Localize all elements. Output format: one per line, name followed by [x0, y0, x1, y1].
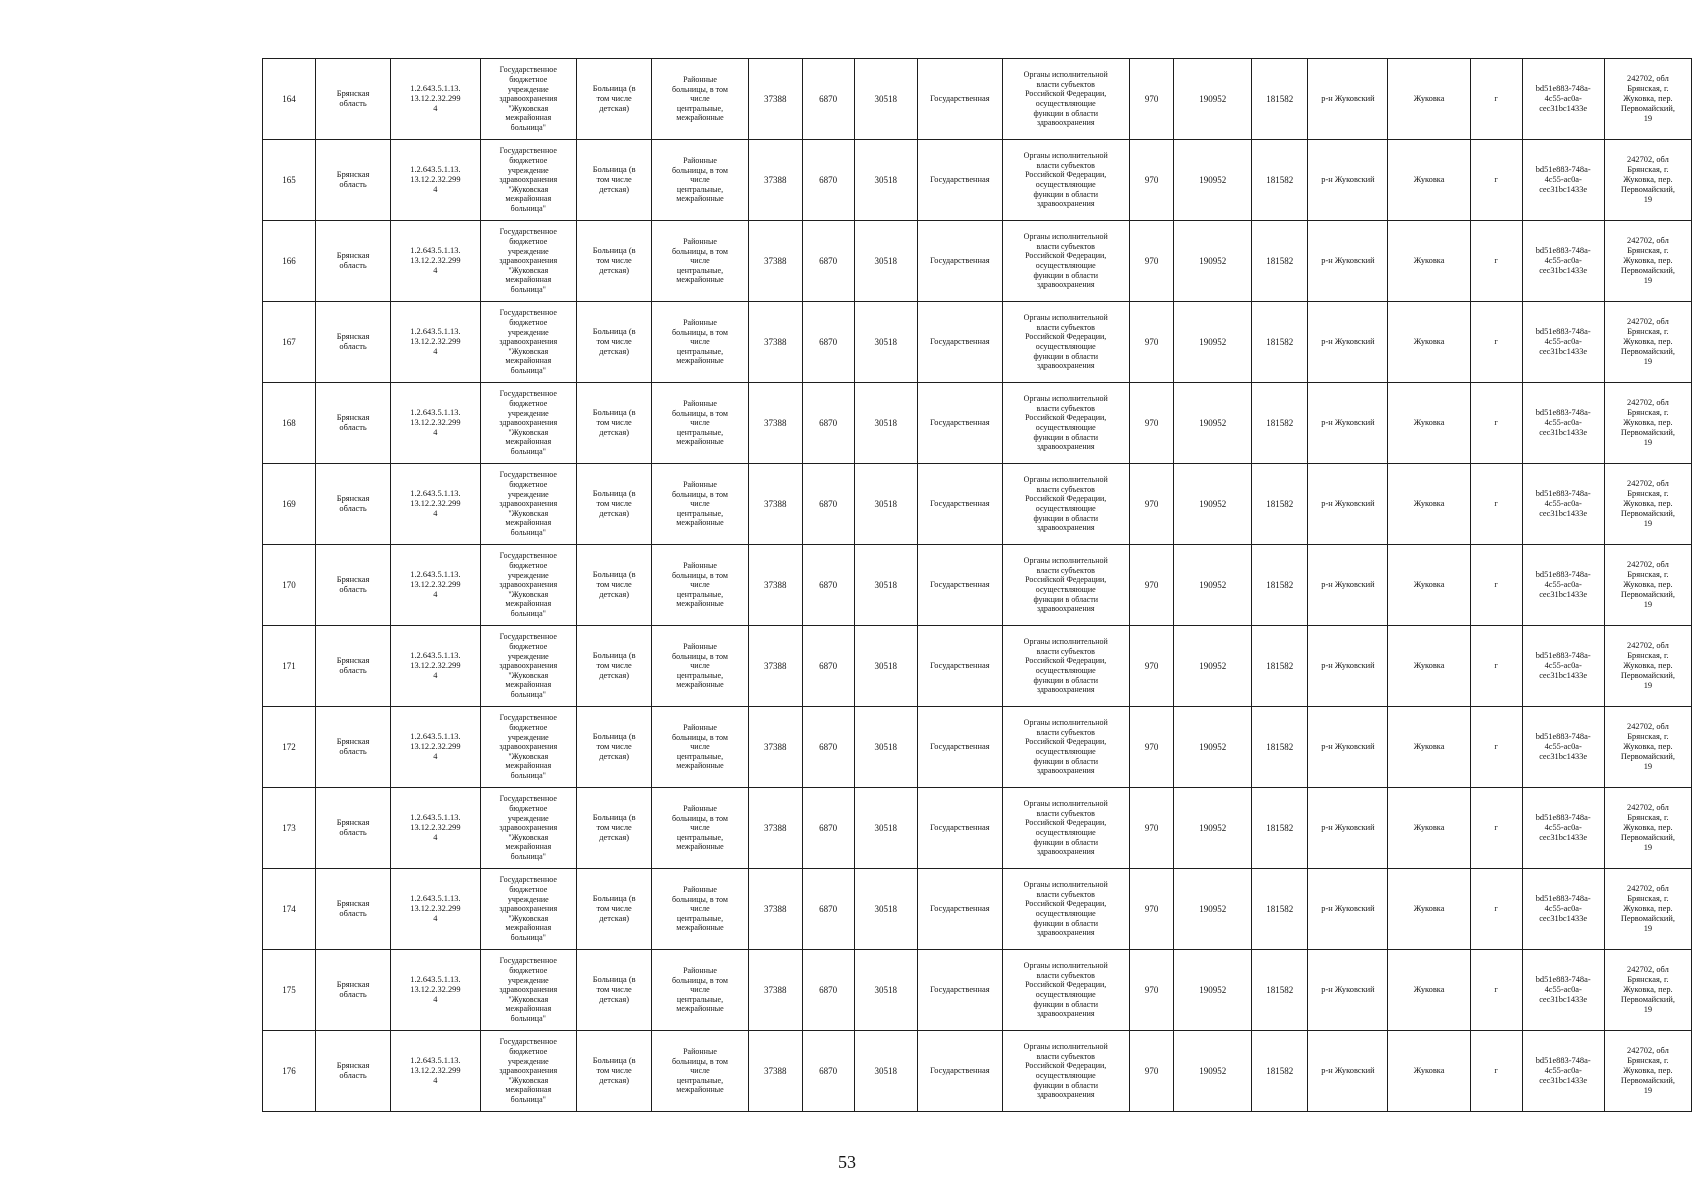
cell-founder-authority: Органы исполнительной власти субъектов Российской Федерации, осуществляющие функции в области здравоохранения: [1002, 59, 1129, 140]
cell-address: 242702, обл Брянская, г. Жуковка, пер. Первомайский, 19: [1604, 383, 1691, 464]
cell-value-6: 181582: [1252, 626, 1308, 707]
cell-value-2: 6870: [802, 464, 854, 545]
cell-region: Брянская область: [315, 788, 390, 869]
cell-value-2: 6870: [802, 545, 854, 626]
cell-fias-guid: bd51e883-748a- 4c55-ac0a- cec31bc1433e: [1522, 302, 1604, 383]
cell-value-2: 6870: [802, 59, 854, 140]
cell-fias-guid: bd51e883-748a- 4c55-ac0a- cec31bc1433e: [1522, 869, 1604, 950]
cell-organization-name: Государственное бюджетное учреждение здравоохранения "Жуковская межрайонная больница": [480, 1031, 576, 1112]
table-body: [263, 59, 1692, 1112]
cell-value-6: 181582: [1252, 788, 1308, 869]
cell-value-4: 970: [1129, 626, 1174, 707]
table-row: [263, 626, 1692, 707]
cell-founder-authority: Органы исполнительной власти субъектов Российской Федерации, осуществляющие функции в области здравоохранения: [1002, 707, 1129, 788]
cell-value-2: 6870: [802, 302, 854, 383]
cell-region: Брянская область: [315, 464, 390, 545]
cell-address: 242702, обл Брянская, г. Жуковка, пер. Первомайский, 19: [1604, 788, 1691, 869]
cell-ownership-form: Государственная: [918, 545, 1003, 626]
cell-row-number: 174: [263, 869, 316, 950]
cell-city: Жуковка: [1388, 788, 1470, 869]
cell-facility-kind: Районные больницы, в том числе центральные, межрайонные: [652, 950, 748, 1031]
cell-value-4: 970: [1129, 545, 1174, 626]
cell-facility-type: Больница (в том числе детская): [577, 59, 652, 140]
cell-district: р-н Жуковский: [1308, 950, 1388, 1031]
cell-organization-name: Государственное бюджетное учреждение здравоохранения "Жуковская межрайонная больница": [480, 302, 576, 383]
cell-settlement-type: г: [1470, 59, 1522, 140]
cell-value-2: 6870: [802, 140, 854, 221]
cell-value-3: 30518: [854, 1031, 918, 1112]
cell-founder-authority: Органы исполнительной власти субъектов Российской Федерации, осуществляющие функции в области здравоохранения: [1002, 626, 1129, 707]
cell-value-1: 37388: [748, 788, 802, 869]
cell-address: 242702, обл Брянская, г. Жуковка, пер. Первомайский, 19: [1604, 140, 1691, 221]
cell-row-number: 168: [263, 383, 316, 464]
cell-value-3: 30518: [854, 140, 918, 221]
page-number: 53: [838, 1152, 856, 1172]
cell-ownership-form: Государственная: [918, 302, 1003, 383]
cell-oid-code: 1.2.643.5.1.13. 13.12.2.32.299 4: [391, 383, 480, 464]
cell-oid-code: 1.2.643.5.1.13. 13.12.2.32.299 4: [391, 869, 480, 950]
cell-fias-guid: bd51e883-748a- 4c55-ac0a- cec31bc1433e: [1522, 1031, 1604, 1112]
cell-oid-code: 1.2.643.5.1.13. 13.12.2.32.299 4: [391, 140, 480, 221]
cell-ownership-form: Государственная: [918, 383, 1003, 464]
cell-city: Жуковка: [1388, 464, 1470, 545]
cell-value-3: 30518: [854, 626, 918, 707]
cell-settlement-type: г: [1470, 464, 1522, 545]
cell-facility-kind: Районные больницы, в том числе центральные, межрайонные: [652, 464, 748, 545]
table-row: [263, 464, 1692, 545]
cell-facility-type: Больница (в том числе детская): [577, 302, 652, 383]
cell-value-1: 37388: [748, 302, 802, 383]
cell-ownership-form: Государственная: [918, 59, 1003, 140]
cell-settlement-type: г: [1470, 221, 1522, 302]
cell-row-number: 164: [263, 59, 316, 140]
cell-value-4: 970: [1129, 383, 1174, 464]
cell-founder-authority: Органы исполнительной власти субъектов Российской Федерации, осуществляющие функции в области здравоохранения: [1002, 140, 1129, 221]
cell-city: Жуковка: [1388, 626, 1470, 707]
cell-oid-code: 1.2.643.5.1.13. 13.12.2.32.299 4: [391, 788, 480, 869]
cell-facility-type: Больница (в том числе детская): [577, 950, 652, 1031]
cell-ownership-form: Государственная: [918, 1031, 1003, 1112]
cell-ownership-form: Государственная: [918, 464, 1003, 545]
cell-value-6: 181582: [1252, 869, 1308, 950]
table-row: [263, 221, 1692, 302]
cell-city: Жуковка: [1388, 59, 1470, 140]
cell-value-1: 37388: [748, 545, 802, 626]
cell-value-1: 37388: [748, 383, 802, 464]
cell-settlement-type: г: [1470, 302, 1522, 383]
cell-value-4: 970: [1129, 869, 1174, 950]
cell-value-4: 970: [1129, 1031, 1174, 1112]
cell-value-6: 181582: [1252, 221, 1308, 302]
cell-value-6: 181582: [1252, 383, 1308, 464]
cell-value-5: 190952: [1174, 59, 1252, 140]
cell-value-4: 970: [1129, 140, 1174, 221]
cell-city: Жуковка: [1388, 383, 1470, 464]
cell-facility-kind: Районные больницы, в том числе центральные, межрайонные: [652, 221, 748, 302]
cell-settlement-type: г: [1470, 545, 1522, 626]
cell-row-number: 165: [263, 140, 316, 221]
cell-oid-code: 1.2.643.5.1.13. 13.12.2.32.299 4: [391, 545, 480, 626]
cell-facility-type: Больница (в том числе детская): [577, 140, 652, 221]
cell-city: Жуковка: [1388, 545, 1470, 626]
cell-facility-type: Больница (в том числе детская): [577, 1031, 652, 1112]
cell-city: Жуковка: [1388, 140, 1470, 221]
cell-row-number: 171: [263, 626, 316, 707]
cell-fias-guid: bd51e883-748a- 4c55-ac0a- cec31bc1433e: [1522, 788, 1604, 869]
cell-value-1: 37388: [748, 59, 802, 140]
cell-row-number: 176: [263, 1031, 316, 1112]
cell-value-4: 970: [1129, 950, 1174, 1031]
cell-value-5: 190952: [1174, 221, 1252, 302]
cell-facility-type: Больница (в том числе детская): [577, 869, 652, 950]
cell-value-3: 30518: [854, 950, 918, 1031]
cell-value-5: 190952: [1174, 950, 1252, 1031]
cell-value-6: 181582: [1252, 59, 1308, 140]
cell-value-5: 190952: [1174, 302, 1252, 383]
cell-address: 242702, обл Брянская, г. Жуковка, пер. Первомайский, 19: [1604, 707, 1691, 788]
cell-value-3: 30518: [854, 221, 918, 302]
cell-value-5: 190952: [1174, 707, 1252, 788]
cell-value-1: 37388: [748, 140, 802, 221]
cell-facility-type: Больница (в том числе детская): [577, 221, 652, 302]
cell-address: 242702, обл Брянская, г. Жуковка, пер. Первомайский, 19: [1604, 59, 1691, 140]
cell-value-1: 37388: [748, 221, 802, 302]
cell-value-2: 6870: [802, 383, 854, 464]
cell-value-1: 37388: [748, 950, 802, 1031]
cell-district: р-н Жуковский: [1308, 788, 1388, 869]
cell-row-number: 172: [263, 707, 316, 788]
cell-fias-guid: bd51e883-748a- 4c55-ac0a- cec31bc1433e: [1522, 383, 1604, 464]
cell-city: Жуковка: [1388, 221, 1470, 302]
cell-value-1: 37388: [748, 869, 802, 950]
cell-district: р-н Жуковский: [1308, 140, 1388, 221]
table-row: [263, 869, 1692, 950]
cell-value-6: 181582: [1252, 302, 1308, 383]
cell-row-number: 170: [263, 545, 316, 626]
cell-organization-name: Государственное бюджетное учреждение здравоохранения "Жуковская межрайонная больница": [480, 950, 576, 1031]
cell-region: Брянская область: [315, 950, 390, 1031]
cell-settlement-type: г: [1470, 869, 1522, 950]
cell-city: Жуковка: [1388, 950, 1470, 1031]
cell-settlement-type: г: [1470, 1031, 1522, 1112]
cell-address: 242702, обл Брянская, г. Жуковка, пер. Первомайский, 19: [1604, 302, 1691, 383]
table-row: [263, 383, 1692, 464]
cell-district: р-н Жуковский: [1308, 626, 1388, 707]
cell-ownership-form: Государственная: [918, 221, 1003, 302]
cell-district: р-н Жуковский: [1308, 464, 1388, 545]
cell-value-6: 181582: [1252, 464, 1308, 545]
cell-value-5: 190952: [1174, 383, 1252, 464]
cell-oid-code: 1.2.643.5.1.13. 13.12.2.32.299 4: [391, 302, 480, 383]
cell-oid-code: 1.2.643.5.1.13. 13.12.2.32.299 4: [391, 464, 480, 545]
cell-value-3: 30518: [854, 707, 918, 788]
cell-settlement-type: г: [1470, 626, 1522, 707]
table-row: [263, 545, 1692, 626]
cell-city: Жуковка: [1388, 869, 1470, 950]
cell-value-2: 6870: [802, 1031, 854, 1112]
cell-oid-code: 1.2.643.5.1.13. 13.12.2.32.299 4: [391, 1031, 480, 1112]
cell-founder-authority: Органы исполнительной власти субъектов Российской Федерации, осуществляющие функции в области здравоохранения: [1002, 950, 1129, 1031]
cell-district: р-н Жуковский: [1308, 221, 1388, 302]
cell-value-4: 970: [1129, 464, 1174, 545]
cell-value-3: 30518: [854, 383, 918, 464]
cell-founder-authority: Органы исполнительной власти субъектов Российской Федерации, осуществляющие функции в области здравоохранения: [1002, 869, 1129, 950]
cell-facility-type: Больница (в том числе детская): [577, 626, 652, 707]
cell-region: Брянская область: [315, 140, 390, 221]
cell-value-5: 190952: [1174, 140, 1252, 221]
cell-value-6: 181582: [1252, 140, 1308, 221]
cell-value-4: 970: [1129, 221, 1174, 302]
cell-founder-authority: Органы исполнительной власти субъектов Российской Федерации, осуществляющие функции в области здравоохранения: [1002, 464, 1129, 545]
cell-value-5: 190952: [1174, 464, 1252, 545]
cell-fias-guid: bd51e883-748a- 4c55-ac0a- cec31bc1433e: [1522, 221, 1604, 302]
table-row: [263, 1031, 1692, 1112]
cell-region: Брянская область: [315, 302, 390, 383]
cell-value-2: 6870: [802, 788, 854, 869]
cell-district: р-н Жуковский: [1308, 59, 1388, 140]
cell-value-5: 190952: [1174, 1031, 1252, 1112]
cell-address: 242702, обл Брянская, г. Жуковка, пер. Первомайский, 19: [1604, 545, 1691, 626]
cell-founder-authority: Органы исполнительной власти субъектов Российской Федерации, осуществляющие функции в области здравоохранения: [1002, 788, 1129, 869]
table-row: [263, 302, 1692, 383]
cell-district: р-н Жуковский: [1308, 545, 1388, 626]
cell-facility-type: Больница (в том числе детская): [577, 707, 652, 788]
cell-value-4: 970: [1129, 788, 1174, 869]
cell-value-3: 30518: [854, 464, 918, 545]
cell-organization-name: Государственное бюджетное учреждение здравоохранения "Жуковская межрайонная больница": [480, 788, 576, 869]
cell-fias-guid: bd51e883-748a- 4c55-ac0a- cec31bc1433e: [1522, 707, 1604, 788]
cell-fias-guid: bd51e883-748a- 4c55-ac0a- cec31bc1433e: [1522, 950, 1604, 1031]
cell-oid-code: 1.2.643.5.1.13. 13.12.2.32.299 4: [391, 626, 480, 707]
cell-facility-kind: Районные больницы, в том числе центральные, межрайонные: [652, 707, 748, 788]
cell-organization-name: Государственное бюджетное учреждение здравоохранения "Жуковская межрайонная больница": [480, 545, 576, 626]
cell-value-2: 6870: [802, 950, 854, 1031]
cell-value-2: 6870: [802, 707, 854, 788]
cell-organization-name: Государственное бюджетное учреждение здравоохранения "Жуковская межрайонная больница": [480, 626, 576, 707]
cell-district: р-н Жуковский: [1308, 707, 1388, 788]
cell-value-6: 181582: [1252, 950, 1308, 1031]
cell-district: р-н Жуковский: [1308, 1031, 1388, 1112]
cell-facility-type: Больница (в том числе детская): [577, 383, 652, 464]
cell-address: 242702, обл Брянская, г. Жуковка, пер. Первомайский, 19: [1604, 464, 1691, 545]
cell-address: 242702, обл Брянская, г. Жуковка, пер. Первомайский, 19: [1604, 1031, 1691, 1112]
cell-facility-kind: Районные больницы, в том числе центральные, межрайонные: [652, 302, 748, 383]
cell-district: р-н Жуковский: [1308, 383, 1388, 464]
cell-fias-guid: bd51e883-748a- 4c55-ac0a- cec31bc1433e: [1522, 626, 1604, 707]
cell-region: Брянская область: [315, 545, 390, 626]
cell-organization-name: Государственное бюджетное учреждение здравоохранения "Жуковская межрайонная больница": [480, 59, 576, 140]
cell-value-5: 190952: [1174, 626, 1252, 707]
table-row: [263, 950, 1692, 1031]
table-row: [263, 788, 1692, 869]
cell-facility-kind: Районные больницы, в том числе центральные, межрайонные: [652, 59, 748, 140]
cell-row-number: 167: [263, 302, 316, 383]
cell-founder-authority: Органы исполнительной власти субъектов Российской Федерации, осуществляющие функции в области здравоохранения: [1002, 545, 1129, 626]
cell-ownership-form: Государственная: [918, 140, 1003, 221]
cell-city: Жуковка: [1388, 707, 1470, 788]
cell-value-6: 181582: [1252, 1031, 1308, 1112]
cell-city: Жуковка: [1388, 1031, 1470, 1112]
cell-organization-name: Государственное бюджетное учреждение здравоохранения "Жуковская межрайонная больница": [480, 140, 576, 221]
cell-settlement-type: г: [1470, 383, 1522, 464]
cell-organization-name: Государственное бюджетное учреждение здравоохранения "Жуковская межрайонная больница": [480, 221, 576, 302]
cell-address: 242702, обл Брянская, г. Жуковка, пер. Первомайский, 19: [1604, 221, 1691, 302]
cell-facility-kind: Районные больницы, в том числе центральные, межрайонные: [652, 140, 748, 221]
cell-region: Брянская область: [315, 221, 390, 302]
cell-oid-code: 1.2.643.5.1.13. 13.12.2.32.299 4: [391, 59, 480, 140]
cell-region: Брянская область: [315, 707, 390, 788]
cell-facility-type: Больница (в том числе детская): [577, 464, 652, 545]
cell-value-2: 6870: [802, 221, 854, 302]
cell-facility-type: Больница (в том числе детская): [577, 545, 652, 626]
cell-district: р-н Жуковский: [1308, 869, 1388, 950]
cell-value-4: 970: [1129, 302, 1174, 383]
cell-organization-name: Государственное бюджетное учреждение здравоохранения "Жуковская межрайонная больница": [480, 869, 576, 950]
cell-region: Брянская область: [315, 1031, 390, 1112]
cell-value-1: 37388: [748, 464, 802, 545]
cell-oid-code: 1.2.643.5.1.13. 13.12.2.32.299 4: [391, 707, 480, 788]
cell-value-3: 30518: [854, 788, 918, 869]
cell-region: Брянская область: [315, 626, 390, 707]
cell-row-number: 175: [263, 950, 316, 1031]
cell-row-number: 169: [263, 464, 316, 545]
cell-oid-code: 1.2.643.5.1.13. 13.12.2.32.299 4: [391, 950, 480, 1031]
cell-value-6: 181582: [1252, 707, 1308, 788]
cell-facility-kind: Районные больницы, в том числе центральные, межрайонные: [652, 1031, 748, 1112]
cell-settlement-type: г: [1470, 707, 1522, 788]
cell-value-4: 970: [1129, 707, 1174, 788]
cell-value-5: 190952: [1174, 869, 1252, 950]
table-row: [263, 59, 1692, 140]
cell-organization-name: Государственное бюджетное учреждение здравоохранения "Жуковская межрайонная больница": [480, 383, 576, 464]
cell-settlement-type: г: [1470, 788, 1522, 869]
cell-region: Брянская область: [315, 869, 390, 950]
cell-region: Брянская область: [315, 59, 390, 140]
cell-fias-guid: bd51e883-748a- 4c55-ac0a- cec31bc1433e: [1522, 59, 1604, 140]
table-row: [263, 707, 1692, 788]
cell-district: р-н Жуковский: [1308, 302, 1388, 383]
cell-value-5: 190952: [1174, 788, 1252, 869]
cell-fias-guid: bd51e883-748a- 4c55-ac0a- cec31bc1433e: [1522, 464, 1604, 545]
cell-fias-guid: bd51e883-748a- 4c55-ac0a- cec31bc1433e: [1522, 140, 1604, 221]
cell-row-number: 173: [263, 788, 316, 869]
table-row: [263, 140, 1692, 221]
cell-value-3: 30518: [854, 302, 918, 383]
cell-founder-authority: Органы исполнительной власти субъектов Российской Федерации, осуществляющие функции в области здравоохранения: [1002, 302, 1129, 383]
cell-ownership-form: Государственная: [918, 788, 1003, 869]
cell-facility-kind: Районные больницы, в том числе центральные, межрайонные: [652, 869, 748, 950]
cell-facility-kind: Районные больницы, в том числе центральные, межрайонные: [652, 383, 748, 464]
cell-organization-name: Государственное бюджетное учреждение здравоохранения "Жуковская межрайонная больница": [480, 707, 576, 788]
cell-value-1: 37388: [748, 626, 802, 707]
cell-settlement-type: г: [1470, 950, 1522, 1031]
cell-city: Жуковка: [1388, 302, 1470, 383]
cell-founder-authority: Органы исполнительной власти субъектов Российской Федерации, осуществляющие функции в области здравоохранения: [1002, 221, 1129, 302]
cell-settlement-type: г: [1470, 140, 1522, 221]
cell-oid-code: 1.2.643.5.1.13. 13.12.2.32.299 4: [391, 221, 480, 302]
cell-ownership-form: Государственная: [918, 869, 1003, 950]
cell-value-3: 30518: [854, 59, 918, 140]
cell-value-2: 6870: [802, 869, 854, 950]
cell-value-3: 30518: [854, 869, 918, 950]
cell-address: 242702, обл Брянская, г. Жуковка, пер. Первомайский, 19: [1604, 950, 1691, 1031]
cell-founder-authority: Органы исполнительной власти субъектов Российской Федерации, осуществляющие функции в области здравоохранения: [1002, 1031, 1129, 1112]
registry-table: [262, 58, 1692, 1112]
cell-facility-type: Больница (в том числе детская): [577, 788, 652, 869]
cell-facility-kind: Районные больницы, в том числе центральные, межрайонные: [652, 788, 748, 869]
cell-facility-kind: Районные больницы, в том числе центральные, межрайонные: [652, 545, 748, 626]
cell-ownership-form: Государственная: [918, 950, 1003, 1031]
cell-fias-guid: bd51e883-748a- 4c55-ac0a- cec31bc1433e: [1522, 545, 1604, 626]
cell-value-5: 190952: [1174, 545, 1252, 626]
cell-value-1: 37388: [748, 1031, 802, 1112]
cell-facility-kind: Районные больницы, в том числе центральные, межрайонные: [652, 626, 748, 707]
cell-row-number: 166: [263, 221, 316, 302]
cell-value-2: 6870: [802, 626, 854, 707]
cell-address: 242702, обл Брянская, г. Жуковка, пер. Первомайский, 19: [1604, 626, 1691, 707]
cell-value-3: 30518: [854, 545, 918, 626]
cell-ownership-form: Государственная: [918, 626, 1003, 707]
cell-value-4: 970: [1129, 59, 1174, 140]
cell-value-1: 37388: [748, 707, 802, 788]
cell-organization-name: Государственное бюджетное учреждение здравоохранения "Жуковская межрайонная больница": [480, 464, 576, 545]
cell-address: 242702, обл Брянская, г. Жуковка, пер. Первомайский, 19: [1604, 869, 1691, 950]
cell-value-6: 181582: [1252, 545, 1308, 626]
cell-region: Брянская область: [315, 383, 390, 464]
cell-ownership-form: Государственная: [918, 707, 1003, 788]
cell-founder-authority: Органы исполнительной власти субъектов Российской Федерации, осуществляющие функции в области здравоохранения: [1002, 383, 1129, 464]
